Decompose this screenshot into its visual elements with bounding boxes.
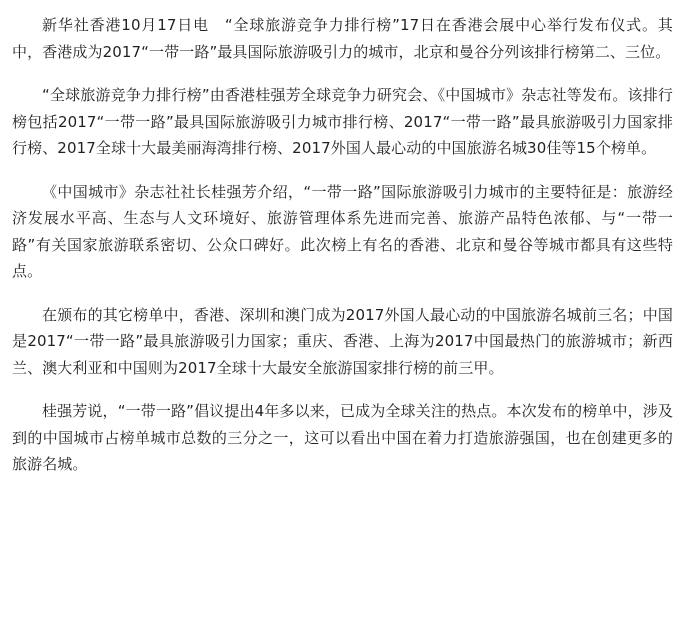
paragraph-2: “全球旅游竞争力排行榜”由香港桂强芳全球竞争力研究会、《中国城市》杂志社等发布。该排行榜包括2017“一带一路”最具国际旅游吸引力城市排行榜、2017“一带一路”最具旅游吸引力国家排行榜、2017全球十大最美丽海湾排行榜、2017外国人最心动的中国旅游名城30佳等15个榜单。: [12, 86, 673, 157]
paragraph-1: 新华社香港10月17日电 “全球旅游竞争力排行榜”17日在香港会展中心举行发布仪式。其中，香港成为2017“一带一路”最具国际旅游吸引力的城市，北京和曼谷分列该排行榜第二、三位。: [12, 16, 673, 61]
paragraph-4: 在颁布的其它榜单中，香港、深圳和澳门成为2017外国人最心动的中国旅游名城前三名；中国是2017“一带一路”最具旅游吸引力国家；重庆、香港、上海为2017中国最热门的旅游城市；新西兰、澳大利亚和中国则为2017全球十大最安全旅游国家排行榜的前三甲。: [12, 305, 673, 377]
paragraph-3: 《中国城市》杂志社社长桂强芳介绍，“一带一路”国际旅游吸引力城市的主要特征是：旅游经济发展水平高、生态与人文环境好、旅游管理体系先进而完善、旅游产品特色浓郁、与“一带一路”有关国家旅游联系密切、公众口碑好。此次榜上有名的香港、北京和曼谷等城市都具有这些特点。: [12, 182, 673, 280]
paragraph-5: 桂强芳说，“一带一路”倡议提出4年多以来，已成为全球关注的热点。本次发布的榜单中，涉及到的中国城市占榜单城市总数的三分之一，这可以看出中国在着力打造旅游强国，也在创建更多的旅游名城。: [12, 402, 673, 473]
